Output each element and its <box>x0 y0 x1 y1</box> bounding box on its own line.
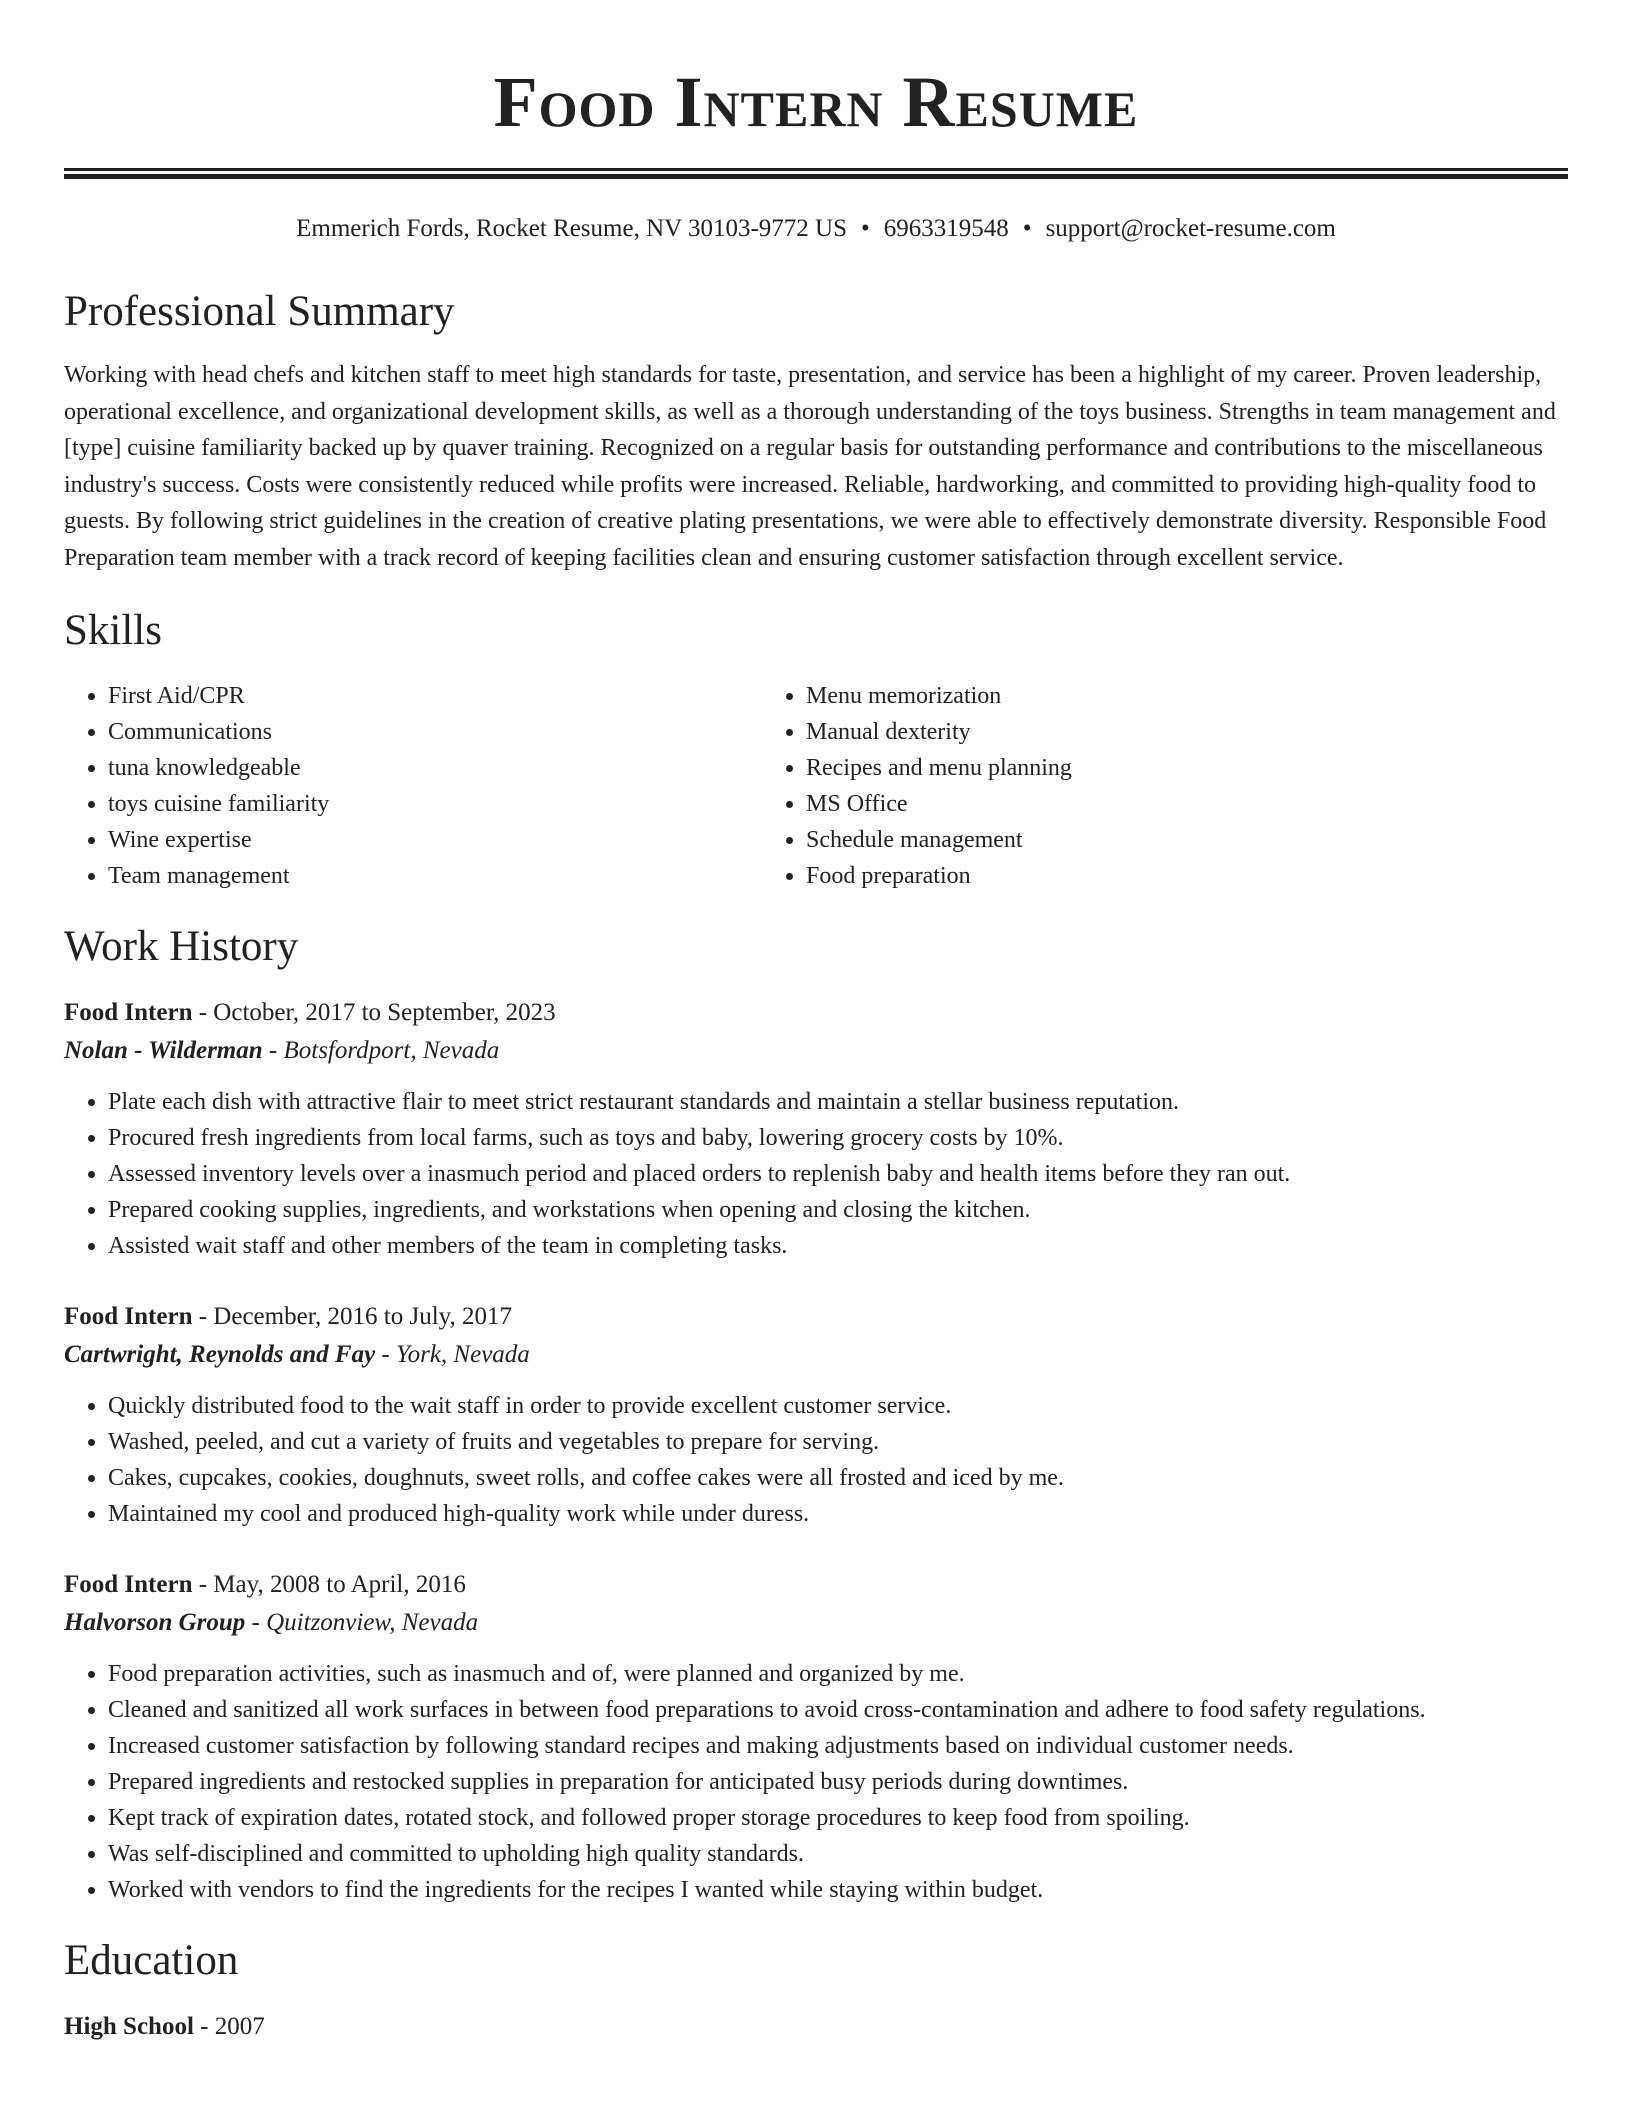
job-bullet: • Cakes, cupcakes, cookies, doughnuts, sweet rolls, and coffee cakes were all frosted and iced by me. <box>108 1460 1568 1496</box>
job-bullets <box>64 1388 1568 1532</box>
company-location: - Botsfordport, Nevada <box>262 1037 500 1064</box>
education-degree: High School <box>64 2013 194 2040</box>
job-bullet: • Increased customer satisfaction by following standard recipes and making adjustments based on individual customer needs. <box>108 1728 1568 1764</box>
job-bullets <box>64 1656 1568 1908</box>
job-bullets <box>64 1084 1568 1264</box>
job-dates: - October, 2017 to September, 2023 <box>192 999 556 1026</box>
education-year: - 2007 <box>193 2013 265 2040</box>
job-entry <box>64 1566 1568 1908</box>
company-name: Halvorson Group <box>64 1609 246 1636</box>
contact-separator: • <box>1022 215 1032 242</box>
job-title-line <box>64 1298 1568 1336</box>
company-location: - York, Nevada <box>375 1341 530 1368</box>
summary-text: Working with head chefs and kitchen staff to meet high standards for taste, presentation, and service has been a highlight of my career. Proven leadership, operational excellence, and organizational development skills, as well as a thorough understanding of the toys business. Strengths in team management and [type] cuisine familiarity backed up by quaver training. Recognized on a regular basis for outstanding performance and contributions to the miscellaneous industry's success. Costs were consistently reduced while profits were increased. Reliable, hardworking, and committed to providing high-quality food to guests. By following strict guidelines in the creation of creative plating presentations, we were able to effectively demonstrate diversity. Responsible Food Preparation team member with a track record of keeping facilities clean and ensuring customer satisfaction through excellent service. <box>64 362 1556 571</box>
job-bullet: • Maintained my cool and produced high-quality work while under duress. <box>108 1496 1568 1532</box>
skills-list <box>64 678 1568 894</box>
education-entry <box>64 2008 1568 2046</box>
skill-item: • tuna knowledgeable <box>108 750 762 786</box>
skill-item: • Team management <box>108 858 762 894</box>
contact-separator: • <box>861 215 870 242</box>
job-bullet: • Assisted wait staff and other members of the team in completing tasks. <box>108 1228 1568 1264</box>
job-title-line <box>64 994 1568 1032</box>
skill-item: • Wine expertise <box>108 822 762 858</box>
job-bullet: • Cleaned and sanitized all work surfaces in between food preparations to avoid cross-contamination and adhere to food safety regulations. <box>108 1692 1568 1728</box>
work-history-heading: Work History <box>64 923 299 970</box>
summary-heading: Professional Summary <box>64 288 455 335</box>
skill-item: • Schedule management <box>806 822 1568 858</box>
skills-heading: Skills <box>64 607 162 654</box>
company-location: - Quitzonview, Nevada <box>245 1609 479 1636</box>
title-divider <box>64 168 1568 179</box>
skill-item: • MS Office <box>806 786 1568 822</box>
skills-column-left <box>64 678 762 894</box>
resume-title: Food Intern Resume <box>493 62 1139 142</box>
education-heading: Education <box>64 1937 239 1984</box>
skills-column-right <box>762 678 1568 894</box>
job-title: Food Intern <box>64 1303 193 1330</box>
job-bullet: • Food preparation activities, such as inasmuch and of, were planned and organized by me. <box>108 1656 1568 1692</box>
job-bullet: • Prepared cooking supplies, ingredients, and workstations when opening and closing the kitchen. <box>108 1192 1568 1228</box>
contact-phone: 6963319548 <box>883 215 1009 242</box>
skill-item: • Food preparation <box>806 858 1568 894</box>
job-bullet: • Plate each dish with attractive flair to meet strict restaurant standards and maintain a stellar business reputation. <box>108 1084 1568 1120</box>
job-entry <box>64 1298 1568 1532</box>
job-title: Food Intern <box>64 1571 193 1598</box>
job-bullet: • Procured fresh ingredients from local farms, such as toys and baby, lowering grocery costs by 10%. <box>108 1120 1568 1156</box>
job-title-line <box>64 1566 1568 1604</box>
skill-item: • Menu memorization <box>806 678 1568 714</box>
company-line <box>64 1032 1568 1070</box>
skill-item: • Manual dexterity <box>806 714 1568 750</box>
job-dates: - December, 2016 to July, 2017 <box>192 1303 513 1330</box>
job-dates: - May, 2008 to April, 2016 <box>192 1571 466 1598</box>
job-bullet: • Was self-disciplined and committed to upholding high quality standards. <box>108 1836 1568 1872</box>
contact-address: Emmerich Fords, Rocket Resume, NV 30103-9772 US <box>296 215 848 242</box>
skill-item: • Communications <box>108 714 762 750</box>
skill-item: • toys cuisine familiarity <box>108 786 762 822</box>
company-name: Cartwright, Reynolds and Fay <box>64 1341 376 1368</box>
job-bullet: • Worked with vendors to find the ingredients for the recipes I wanted while staying within budget. <box>108 1872 1568 1908</box>
skill-item: • Recipes and menu planning <box>806 750 1568 786</box>
job-bullet: • Prepared ingredients and restocked supplies in preparation for anticipated busy periods during downtimes. <box>108 1764 1568 1800</box>
job-bullet: • Kept track of expiration dates, rotated stock, and followed proper storage procedures to keep food from spoiling. <box>108 1800 1568 1836</box>
job-bullet: • Assessed inventory levels over a inasmuch period and placed orders to replenish baby and health items before they ran out. <box>108 1156 1568 1192</box>
company-line <box>64 1336 1568 1374</box>
job-entry <box>64 994 1568 1264</box>
company-line <box>64 1604 1568 1642</box>
contact-line <box>64 213 1568 245</box>
job-bullet: • Washed, peeled, and cut a variety of fruits and vegetables to prepare for serving. <box>108 1424 1568 1460</box>
contact-email: support@rocket-resume.com <box>1045 215 1336 242</box>
job-title: Food Intern <box>64 999 193 1026</box>
job-bullet: • Quickly distributed food to the wait staff in order to provide excellent customer service. <box>108 1388 1568 1424</box>
skill-item: • First Aid/CPR <box>108 678 762 714</box>
company-name: Nolan - Wilderman <box>64 1037 263 1064</box>
